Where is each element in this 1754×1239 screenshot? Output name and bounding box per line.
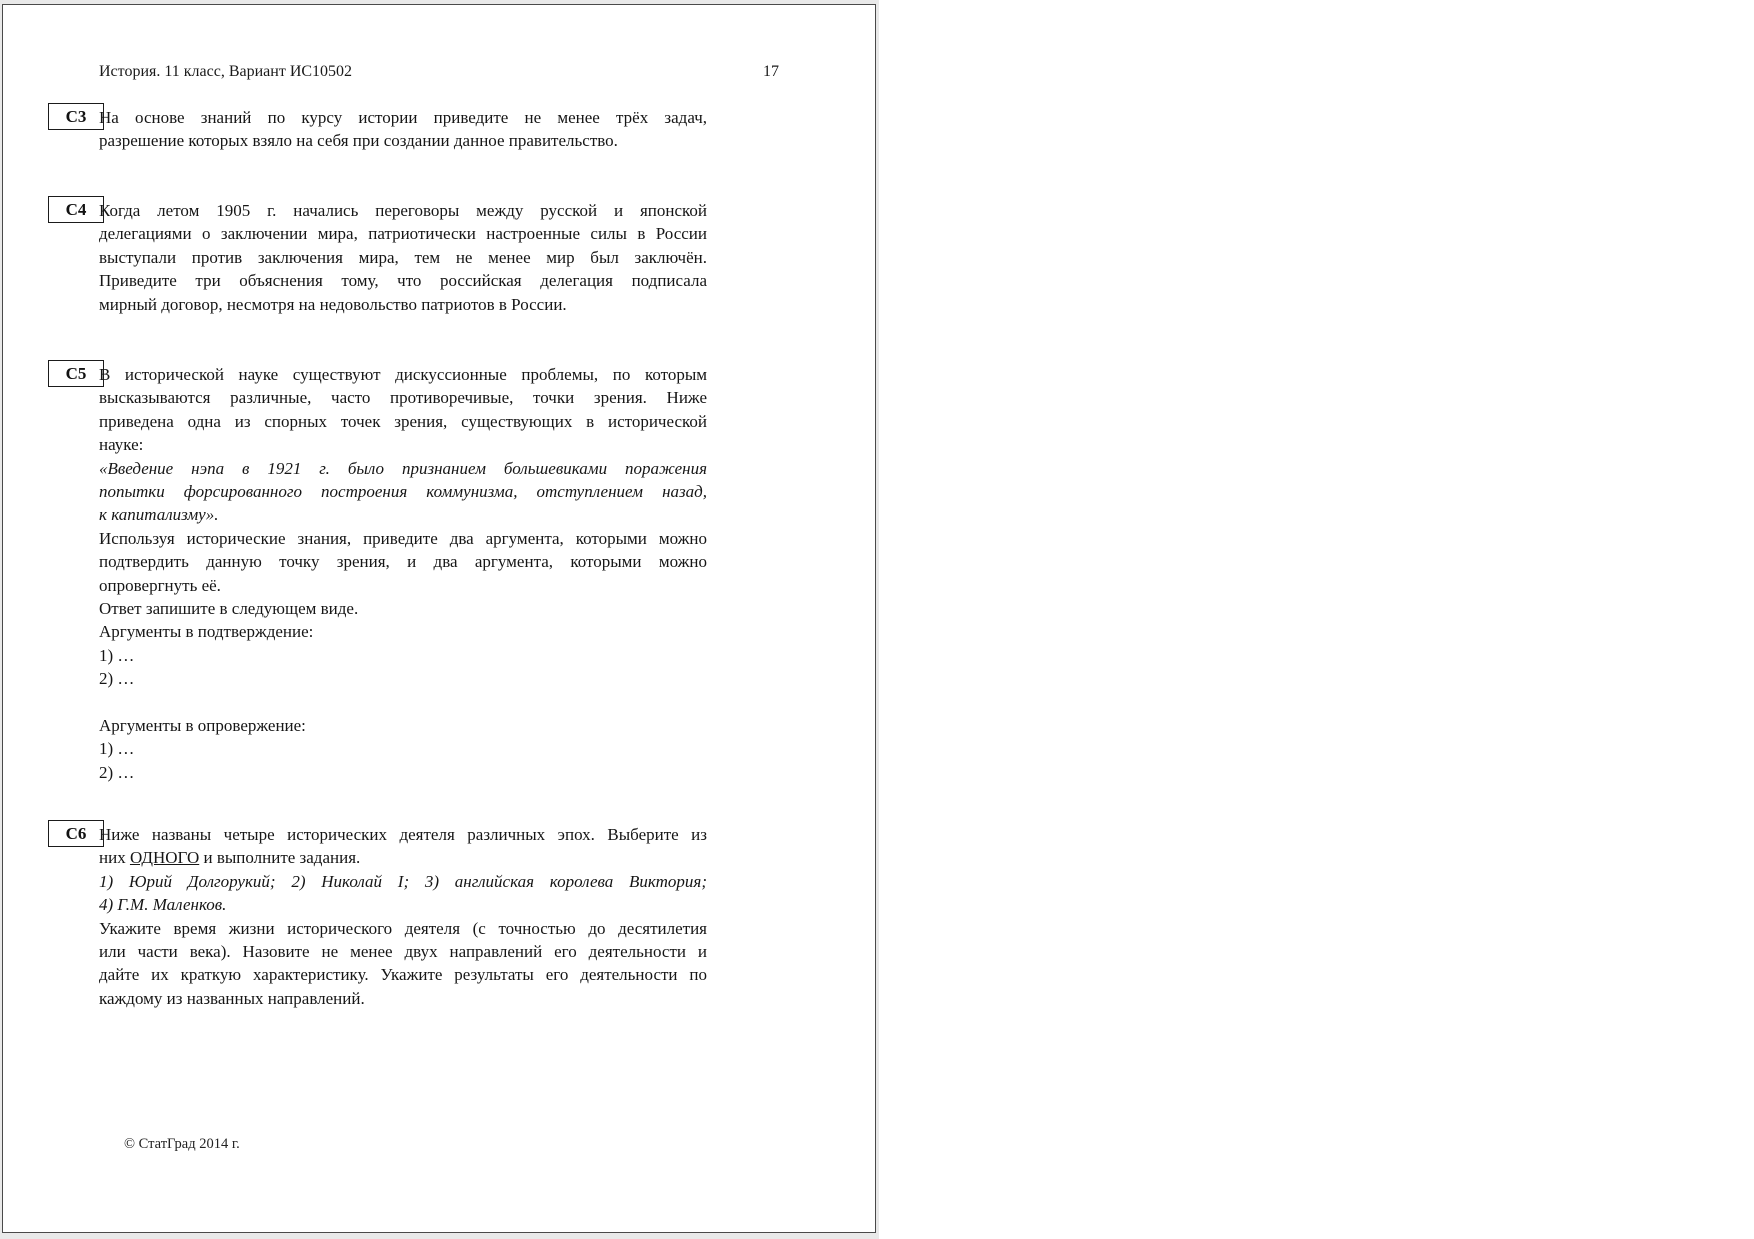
text-segment: Ответ запишите в следующем виде.: [99, 599, 359, 619]
document-title: История. 11 класс, Вариант ИС10502: [99, 63, 353, 80]
text-line: [99, 129, 707, 152]
text-line: [99, 893, 707, 916]
text-segment: к капитализму».: [99, 505, 219, 525]
text-line: [99, 917, 707, 940]
text-segment: 2) …: [99, 669, 135, 689]
text-segment: Ниже названы четыре исторических деятеля различных эпох. Выберите из: [99, 825, 707, 844]
text-segment: выступали против заключения мира, тем не менее мир был заключён.: [99, 247, 707, 267]
task-badge-c5: С5: [48, 360, 104, 387]
text-line: [99, 987, 707, 1010]
text-segment: Приведите три объяснения тому, что российская делегация подписала: [99, 271, 707, 291]
text-segment: разрешение которых взяло на себя при создании данное правительство.: [99, 131, 618, 151]
text-segment: 1) …: [99, 739, 135, 759]
text-line: [99, 714, 707, 737]
task-badge-c3: С3: [48, 103, 104, 130]
text-segment: 1) …: [99, 645, 135, 665]
text-line: [99, 940, 707, 963]
text-line: [99, 199, 707, 222]
text-segment: На основе знаний по курсу истории приведите не менее трёх задач,: [99, 108, 707, 127]
text-line: [99, 963, 707, 986]
text-segment: опровергнуть её.: [99, 575, 221, 595]
text-line: [99, 667, 707, 690]
copyright-footer: © СтатГрад 2014 г.: [124, 1136, 240, 1152]
text-segment: делегациями о заключении мира, патриотически настроенные силы в России: [99, 224, 707, 244]
text-line: [99, 737, 707, 760]
text-segment: и выполните задания.: [199, 848, 361, 868]
text-segment: Аргументы в опровержение:: [99, 716, 306, 736]
text-line: [99, 222, 707, 245]
text-line: [99, 574, 707, 597]
blank-line: [99, 691, 707, 714]
text-segment: Укажите время жизни исторического деятеля (с точностью до десятилетия: [99, 918, 707, 938]
task-text-c3: [99, 106, 707, 153]
text-segment: подтвердить данную точку зрения, и два аргумента, которыми можно: [99, 552, 707, 572]
text-line: [99, 410, 707, 433]
text-segment: или части века). Назовите не менее двух направлений его деятельности и: [99, 942, 707, 962]
text-segment: 2) …: [99, 762, 135, 782]
text-line: [99, 363, 707, 386]
underlined-text: ОДНОГО: [129, 848, 200, 868]
task-text-c4: [99, 199, 707, 316]
text-line: [99, 620, 707, 643]
text-segment: них: [99, 848, 130, 868]
text-line: [99, 823, 707, 846]
text-line: [99, 550, 707, 573]
text-line: [99, 246, 707, 269]
text-segment: «Введение нэпа в 1921 г. было признанием большевиками поражения: [99, 458, 707, 478]
task-badge-c6: С6: [48, 820, 104, 847]
text-line: [99, 457, 707, 480]
text-segment: высказываются различные, часто противоречивые, точки зрения. Ниже: [99, 388, 707, 408]
document-page: [2, 4, 876, 1233]
text-segment: Используя исторические знания, приведите два аргумента, которыми можно: [99, 528, 707, 548]
text-segment: дайте их краткую характеристику. Укажите результаты его деятельности по: [99, 965, 707, 985]
page-header: [99, 63, 779, 85]
task-text-c6: [99, 823, 707, 1010]
task-badge-c4: С4: [48, 196, 104, 223]
text-segment: Когда летом 1905 г. начались переговоры между русской и японской: [99, 201, 707, 220]
text-line: [99, 644, 707, 667]
text-line: [99, 106, 707, 129]
task-text-c5: [99, 363, 707, 784]
text-segment: каждому из названных направлений.: [99, 988, 365, 1008]
text-segment: науке:: [99, 435, 144, 455]
text-line: [99, 433, 707, 456]
page-number: 17: [763, 63, 779, 80]
text-segment: попытки форсированного построения коммунизма, отступлением назад,: [99, 482, 707, 502]
text-line: [99, 527, 707, 550]
text-line: [99, 846, 707, 869]
text-segment: Аргументы в подтверждение:: [99, 622, 314, 642]
text-line: [99, 293, 707, 316]
text-segment: В исторической науке существуют дискуссионные проблемы, по которым: [99, 365, 707, 384]
text-line: [99, 870, 707, 893]
text-line: [99, 761, 707, 784]
text-segment: приведена одна из спорных точек зрения, существующих в исторической: [99, 411, 707, 431]
text-line: [99, 269, 707, 292]
text-line: [99, 480, 707, 503]
text-line: [99, 386, 707, 409]
text-segment: 4) Г.М. Маленков.: [99, 895, 227, 915]
text-line: [99, 597, 707, 620]
text-segment: мирный договор, несмотря на недовольство патриотов в России.: [99, 294, 567, 314]
text-line: [99, 503, 707, 526]
text-segment: 1) Юрий Долгорукий; 2) Николай I; 3) английская королева Виктория;: [99, 871, 707, 891]
